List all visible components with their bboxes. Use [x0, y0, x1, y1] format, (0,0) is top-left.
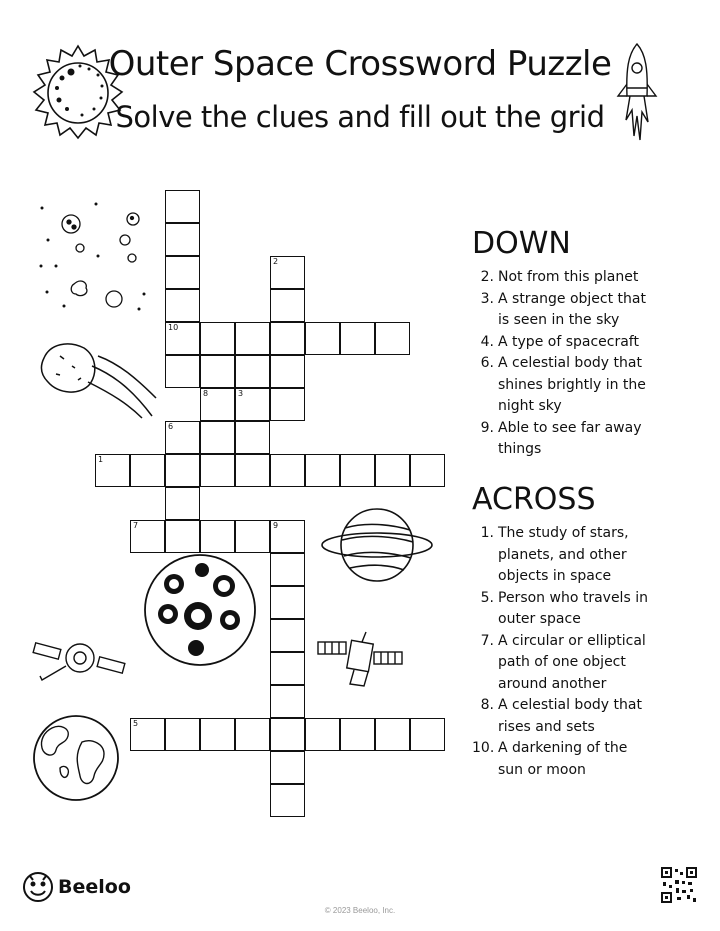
down-clue	[472, 353, 648, 418]
satellite-left-illustration	[30, 628, 130, 688]
clue-number: 2.	[480, 269, 494, 285]
crossword-cell[interactable]	[270, 454, 305, 487]
page-subtitle: Solve the clues and fill out the grid	[115, 100, 605, 134]
crossword-cell[interactable]	[270, 553, 305, 586]
page-title: Outer Space Crossword Puzzle	[108, 44, 612, 84]
qr-code-icon	[660, 866, 698, 904]
copyright-text: © 2023 Beeloo, Inc.	[324, 906, 396, 915]
crossword-cell[interactable]	[375, 454, 410, 487]
clue-text: The study of stars, planets, and other objects in space	[498, 525, 629, 584]
crossword-cell[interactable]	[165, 520, 200, 553]
clue-text: Person who travels in outer space	[498, 589, 648, 627]
across-clue	[472, 588, 648, 631]
crossword-cell[interactable]	[410, 718, 445, 751]
crossword-cell[interactable]	[340, 454, 375, 487]
crossword-cell[interactable]	[270, 520, 305, 553]
crossword-cell[interactable]	[200, 520, 235, 553]
cell-number: 1	[98, 455, 104, 464]
across-clue	[472, 523, 648, 588]
cell-number: 10	[168, 323, 179, 332]
cell-number: 2	[273, 257, 279, 266]
across-clue	[472, 738, 648, 781]
crossword-cell[interactable]	[270, 784, 305, 817]
cell-number: 6	[168, 422, 174, 431]
earth-illustration	[30, 712, 122, 804]
crossword-cell[interactable]	[165, 487, 200, 520]
crossword-cell[interactable]	[200, 355, 235, 388]
crossword-cell[interactable]	[200, 388, 235, 421]
down-clue	[472, 332, 648, 354]
crossword-cell[interactable]	[270, 619, 305, 652]
clue-text: A celestial body that rises and sets	[498, 697, 642, 735]
crossword-cell[interactable]	[270, 718, 305, 751]
crossword-cell[interactable]	[270, 586, 305, 619]
crossword-cell[interactable]	[270, 256, 305, 289]
across-clues	[472, 482, 648, 781]
crossword-cell[interactable]	[270, 652, 305, 685]
crossword-cell[interactable]	[410, 454, 445, 487]
crossword-cell[interactable]	[235, 421, 270, 454]
clue-number: 7.	[480, 632, 494, 649]
crossword-cell[interactable]	[235, 718, 270, 751]
crossword-cell[interactable]	[305, 322, 340, 355]
spotted-planet-illustration	[140, 550, 260, 670]
crossword-cell[interactable]	[200, 454, 235, 487]
cell-number: 3	[238, 389, 244, 398]
crossword-cell[interactable]	[305, 718, 340, 751]
clue-text: Not from this planet	[498, 269, 639, 285]
crossword-cell[interactable]	[270, 355, 305, 388]
crossword-cell[interactable]	[165, 322, 200, 355]
crossword-cell[interactable]	[235, 388, 270, 421]
clue-number: 3.	[480, 290, 494, 307]
cell-number: 5	[133, 719, 139, 728]
clue-number: 8.	[480, 697, 494, 713]
clue-text: A circular or elliptical path of one object around another	[498, 632, 646, 692]
crossword-cell[interactable]	[270, 685, 305, 718]
crossword-cell[interactable]	[235, 355, 270, 388]
crossword-cell[interactable]	[165, 421, 200, 454]
crossword-cell[interactable]	[200, 322, 235, 355]
down-heading: DOWN	[472, 226, 571, 261]
satellite-right-illustration	[316, 628, 406, 690]
crossword-cell[interactable]	[340, 718, 375, 751]
clue-number: 6.	[480, 355, 494, 371]
clue-text: A type of spacecraft	[498, 333, 639, 350]
crossword-cell[interactable]	[270, 322, 305, 355]
clue-number: 10.	[472, 740, 495, 756]
across-heading: ACROSS	[472, 482, 596, 517]
crossword-cell[interactable]	[130, 454, 165, 487]
rocket-illustration	[612, 40, 662, 148]
clue-text: Able to see far away things	[498, 419, 642, 457]
clue-text: A strange object that is seen in the sky	[498, 290, 646, 328]
across-clue	[472, 695, 648, 738]
crossword-cell[interactable]	[165, 718, 200, 751]
crossword-cell[interactable]	[165, 256, 200, 289]
clue-number: 5.	[480, 589, 494, 606]
brand-name: Beeloo	[58, 876, 131, 898]
crossword-cell[interactable]	[165, 454, 200, 487]
down-clue	[472, 267, 648, 289]
clue-text: A darkening of the sun or moon	[498, 740, 628, 778]
crossword-cell[interactable]	[165, 190, 200, 223]
crossword-cell[interactable]	[270, 289, 305, 322]
cell-number: 9	[273, 521, 279, 530]
crossword-cell[interactable]	[235, 322, 270, 355]
crossword-cell[interactable]	[375, 718, 410, 751]
crossword-cell[interactable]	[130, 718, 165, 751]
cell-number: 7	[133, 521, 139, 530]
asteroids-illustration	[34, 196, 154, 316]
ringed-planet-illustration	[320, 500, 435, 590]
crossword-cell[interactable]	[270, 388, 305, 421]
across-clue	[472, 631, 648, 696]
clue-number: 9.	[480, 419, 494, 436]
crossword-cell[interactable]	[235, 520, 270, 553]
clue-text: A celestial body that shines brightly in the night sky	[498, 355, 646, 414]
crossword-cell[interactable]	[235, 454, 270, 487]
clue-number: 4.	[480, 333, 494, 350]
crossword-cell[interactable]	[130, 520, 165, 553]
crossword-cell[interactable]	[375, 322, 410, 355]
sun-illustration	[26, 42, 130, 146]
crossword-cell[interactable]	[95, 454, 130, 487]
down-clues	[472, 226, 648, 461]
crossword-cell[interactable]	[200, 421, 235, 454]
clue-number: 1.	[480, 525, 494, 541]
down-clue	[472, 418, 648, 461]
crossword-cell[interactable]	[270, 751, 305, 784]
beeloo-logo-icon	[22, 871, 54, 903]
crossword-cell[interactable]	[165, 355, 200, 388]
crossword-cell[interactable]	[305, 454, 340, 487]
crossword-cell[interactable]	[165, 223, 200, 256]
crossword-cell[interactable]	[340, 322, 375, 355]
crossword-cell[interactable]	[165, 289, 200, 322]
down-clue	[472, 289, 648, 332]
crossword-cell[interactable]	[200, 718, 235, 751]
meteor-illustration	[38, 336, 158, 426]
cell-number: 8	[203, 389, 209, 398]
